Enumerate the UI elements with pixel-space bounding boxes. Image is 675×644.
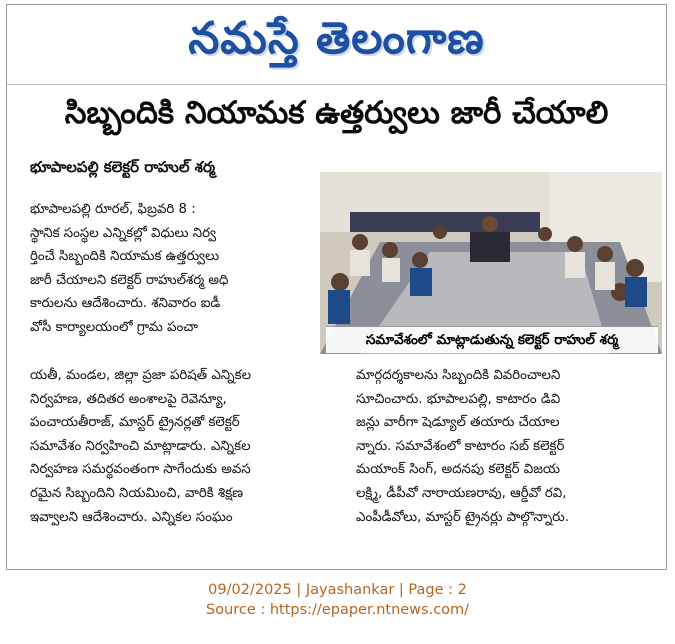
text-line: స్థానిక సంస్థల ఎన్నికల్లో విధులు నిర్వ xyxy=(30,225,217,241)
text-line: న్నారు. సమావేశంలో కాటారం సబ్ కలెక్టర్ xyxy=(356,438,565,454)
text-line: నిర్వహణ, తదితర అంశాలపై రెవెన్యూ, xyxy=(30,391,227,407)
article-column-left-top xyxy=(30,198,320,340)
text-line: ర్తించే సిబ్బందికి నియామక ఉత్తర్వులు xyxy=(30,249,220,265)
text-line: నిర్వహణ సమర్థవంతంగా సాగేందుకు అవస xyxy=(30,462,251,478)
text-line: సమావేశం నిర్వహించి మాట్లాడారు. ఎన్నికల xyxy=(30,438,251,454)
footer-edition-info: 09/02/2025 | Jayashankar | Page : 2 xyxy=(208,582,467,598)
text-line: లక్ష్మి, డీపీవో నారాయణరావు, ఆర్డీవో రవి, xyxy=(356,485,567,501)
text-line: జన్లు వారీగా షెడ్యూల్ తయారు చేయాల xyxy=(356,415,560,431)
text-line: ఇవ్వాలని ఆదేశించారు. ఎన్నికల సంఘం xyxy=(30,509,233,525)
text-line: జారీ చేయాలని కలెక్టర్ రాహుల్‌శర్మ అధి xyxy=(30,272,229,288)
page-footer xyxy=(0,580,675,620)
text-line: భూపాలపల్లి రూరల్, ఫిబ్రవరి 8 : xyxy=(30,202,196,217)
text-line: వోసీ కార్యాలయంలో గ్రామ పంచా xyxy=(30,319,198,335)
masthead-divider xyxy=(6,84,667,85)
article-column-left-bottom xyxy=(30,364,348,529)
article-column-right xyxy=(356,364,662,529)
photo-caption: సమావేశంలో మాట్లాడుతున్న కలెక్టర్ రాహుల్ శర్మ xyxy=(326,326,658,353)
masthead-title: నమస్తే తెలంగాణ xyxy=(188,13,485,64)
text-line: సూచించారు. భూపాలపల్లి, కాటారం డివి xyxy=(356,391,561,407)
newspaper-masthead xyxy=(6,4,667,84)
text-line: యతీ, మండల, జిల్లా ప్రజా పరిషత్ ఎన్నికల xyxy=(30,368,252,383)
text-line: కారులను ఆదేశించారు. శనివారం ఐడీ xyxy=(30,296,221,312)
text-line: మయాంక్ సింగ్, అదనపు కలెక్టర్ విజయ xyxy=(356,462,561,478)
footer-source-link[interactable]: Source : https://epaper.ntnews.com/ xyxy=(205,602,470,618)
text-line: ఎంపీడీవోలు, మాస్టర్ ట్రైనర్లు పాల్గొన్నారు. xyxy=(356,509,569,525)
article-headline: సిబ్బందికి నియామక ఉత్తర్వులు జారీ చేయాలి xyxy=(64,95,609,131)
text-line: రమైన సిబ్బందిని నియమించి, వారికి శిక్షణ xyxy=(30,485,244,501)
text-line: మార్గదర్శకాలను సిబ్బందికి వివరించాలని xyxy=(356,368,561,383)
article-byline: భూపాలపల్లి కలెక్టర్ రాహుల్ శర్మ xyxy=(30,158,216,176)
text-line: పంచాయతీరాజ్, మాస్టర్ ట్రైనర్లతో కలెక్టర్ xyxy=(30,415,240,431)
